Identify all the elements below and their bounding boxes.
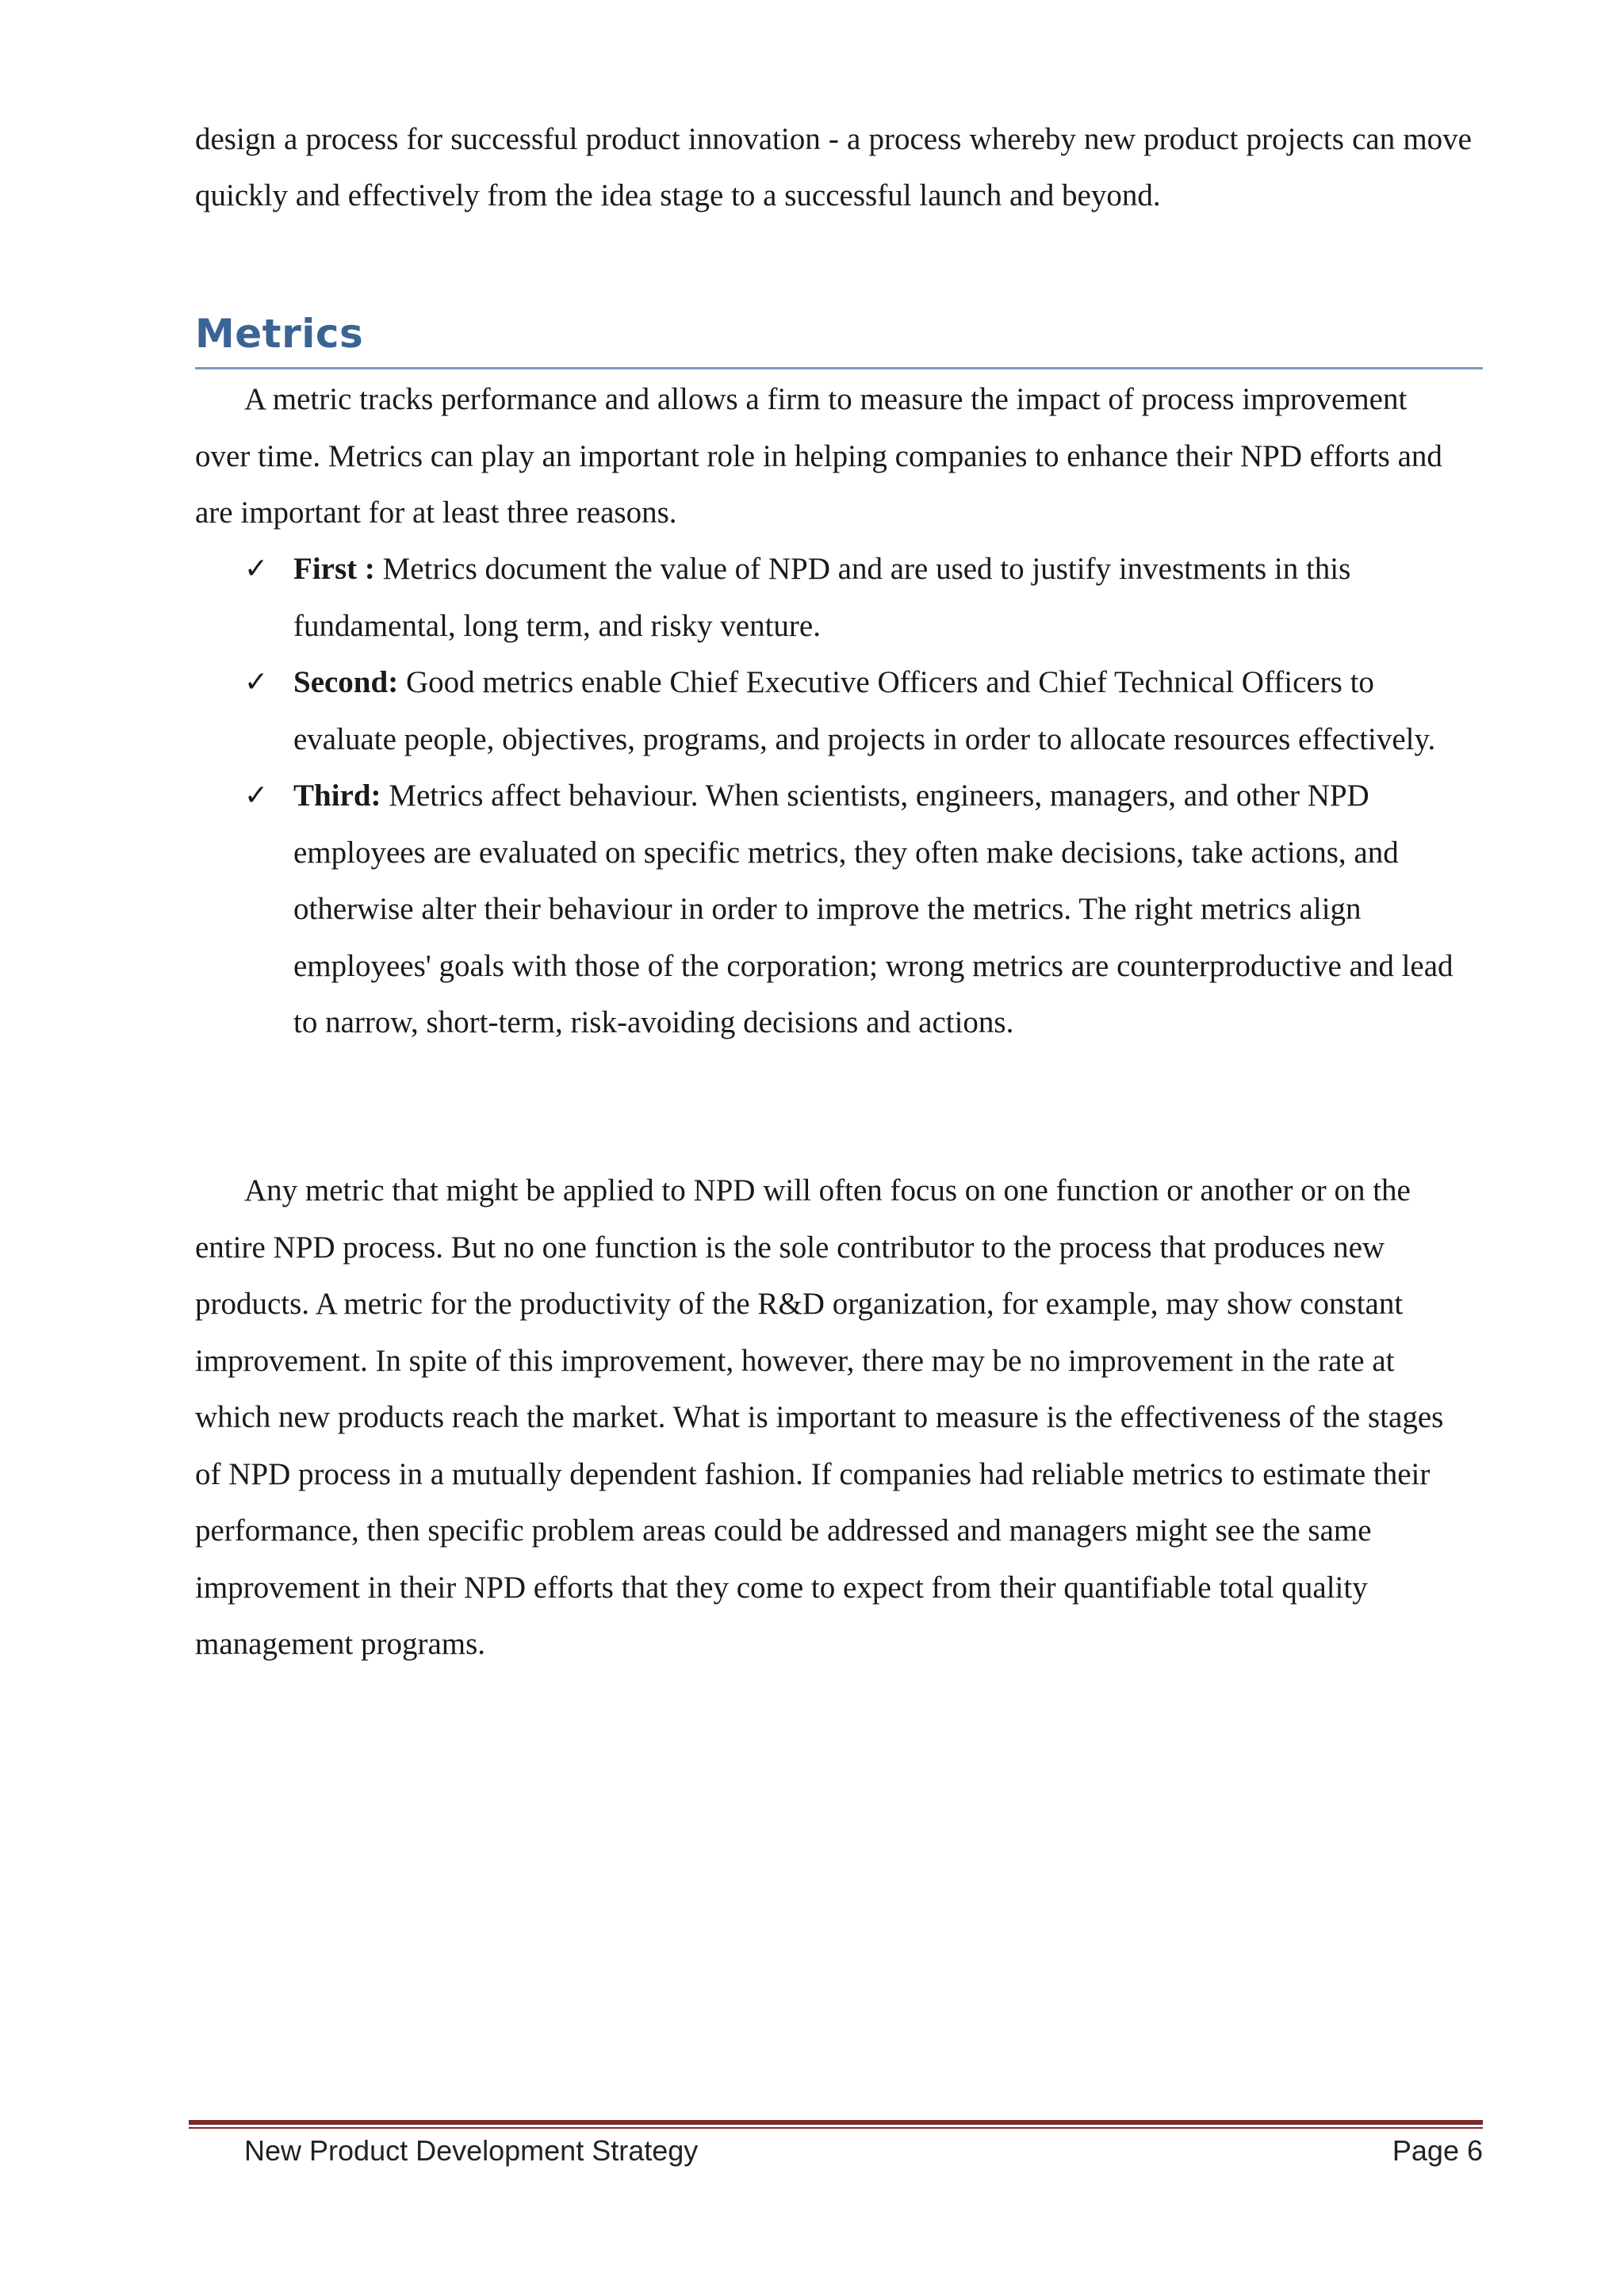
bullet-lead: Second:	[293, 665, 399, 699]
bullet-lead: First :	[293, 552, 375, 586]
intro-paragraph: design a process for successful product innovation - a process whereby new product projects can move quickly and effectively from the idea stage to a successful launch and beyond.	[195, 122, 1472, 212]
bullet-lead: Third:	[293, 779, 381, 813]
heading-underline	[195, 367, 1483, 369]
metrics-intro-paragraph: A metric tracks performance and allows a firm to measure the impact of process improvement over time. Metrics can play an important role in helping companies to enhance their NPD efforts and are important for at least three reasons.	[195, 382, 1442, 530]
reasons-list	[195, 541, 1472, 1051]
footer-document-title: New Product Development Strategy	[244, 2134, 699, 2167]
bullet-text: Metrics document the value of NPD and are used to justify investments in this fundamental, long term, and risky venture.	[293, 552, 1351, 643]
bullet-text: Good metrics enable Chief Executive Officers and Chief Technical Officers to evaluate people, objectives, programs, and projects in order to allocate resources effectively.	[293, 665, 1436, 756]
bullet-text: Metrics affect behaviour. When scientists, engineers, managers, and other NPD employees are evaluated on specific metrics, they often make decisions, take actions, and otherwise alter their behaviour in order to improve the metrics. The right metrics align employees' goals with those of the corporation; wrong metrics are counterproductive and lead to narrow, short-term, risk-avoiding decisions and actions.	[293, 779, 1454, 1039]
check-mark-icon: ✓	[244, 779, 269, 812]
check-mark-icon: ✓	[244, 666, 269, 698]
list-item	[195, 541, 1472, 654]
footer-page-number: Page 6	[1392, 2134, 1483, 2167]
section-heading: Metrics	[195, 311, 364, 357]
metrics-body-paragraph: Any metric that might be applied to NPD will often focus on one function or another or on the entire NPD process. But no one function is the sole contributor to the process that produces new products. A metric for the productivity of the R&D organization, for example, may show constant improvement. In spite of this improvement, however, there may be no improvement in the rate at which new products reach the market. What is important to measure is the effectiveness of the stages of NPD process in a mutually dependent fashion. If companies had reliable metrics to estimate their performance, then specific problem areas could be addressed and managers might see the same improvement in their NPD efforts that they come to expect from their quantifiable total quality management programs.	[195, 1173, 1444, 1661]
footer-rule-thin	[189, 2127, 1483, 2129]
list-item	[195, 767, 1472, 1051]
check-mark-icon: ✓	[244, 553, 269, 585]
list-item	[195, 654, 1472, 767]
footer-rule	[189, 2120, 1483, 2125]
